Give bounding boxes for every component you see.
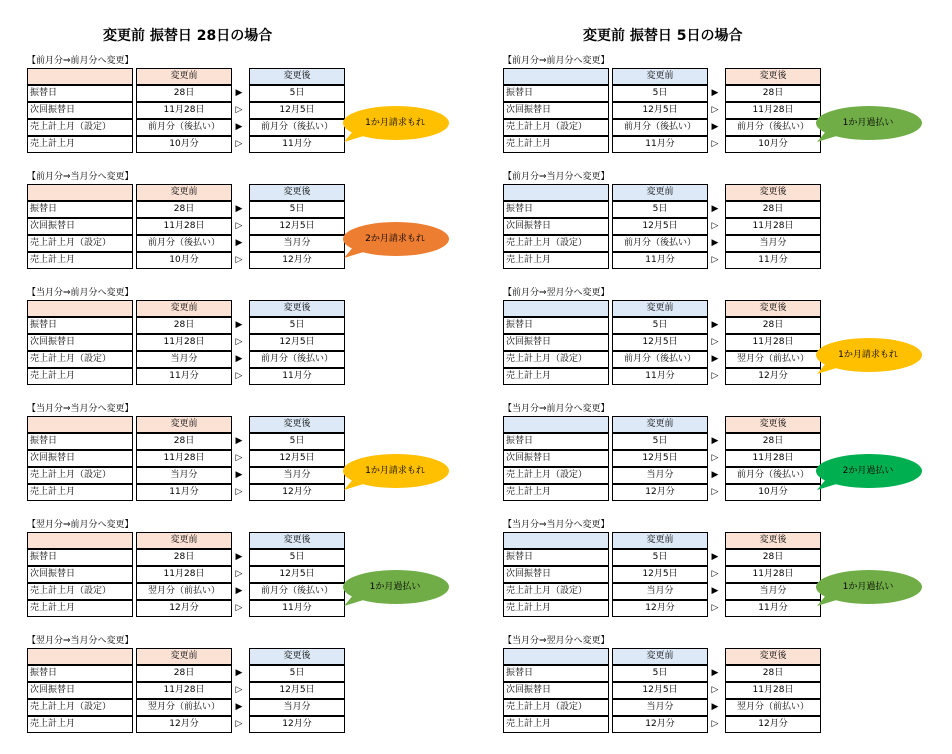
- row-label: 売上計上月: [27, 484, 133, 501]
- value-before: 当月分: [612, 699, 708, 716]
- comparison-block: [27, 633, 347, 729]
- value-after: 11月分: [249, 136, 345, 153]
- header-before: 変更前: [136, 648, 232, 665]
- value-after: 12月5日: [249, 682, 345, 699]
- header-before: 変更前: [612, 416, 708, 433]
- arrow-icon: ▷: [235, 569, 243, 579]
- arrow-icon: ▷: [711, 371, 719, 381]
- value-before: 12月分: [136, 600, 232, 617]
- value-after: 11月28日: [725, 102, 821, 119]
- arrow-icon: ▶: [711, 436, 719, 446]
- callout-text: 2か月過払い: [842, 466, 894, 476]
- value-before: 5日: [612, 201, 708, 218]
- row-label: 振替日: [27, 201, 133, 218]
- value-before: 11月分: [136, 368, 232, 385]
- arrow-icon: ▷: [235, 255, 243, 265]
- value-before: 28日: [136, 549, 232, 566]
- header-label-cell: [503, 300, 609, 317]
- arrow-icon: ▷: [711, 719, 719, 729]
- arrow-icon: ▷: [235, 685, 243, 695]
- header-before: 変更前: [612, 532, 708, 549]
- row-label: 売上計上月（設定）: [27, 351, 133, 368]
- row-label: 次回振替日: [503, 682, 609, 699]
- value-before: 11月28日: [136, 218, 232, 235]
- header-before: 変更前: [136, 416, 232, 433]
- row-label: 売上計上月（設定）: [27, 467, 133, 484]
- arrow-icon: ▶: [235, 122, 243, 132]
- value-before: 5日: [612, 85, 708, 102]
- arrow-icon: ▶: [235, 586, 243, 596]
- comparison-block: [27, 401, 425, 497]
- arrow-icon: ▶: [235, 552, 243, 562]
- header-label-cell: [503, 184, 609, 201]
- row-label: 振替日: [27, 433, 133, 450]
- header-after: 変更後: [725, 184, 821, 201]
- row-label: 売上計上月: [503, 716, 609, 733]
- value-before: 12月5日: [612, 566, 708, 583]
- arrow-icon: ▶: [711, 552, 719, 562]
- row-label: 売上計上月: [503, 136, 609, 153]
- value-before: 5日: [612, 433, 708, 450]
- header-label-cell: [27, 68, 133, 85]
- value-before: 11月28日: [136, 682, 232, 699]
- row-label: 振替日: [27, 85, 133, 102]
- header-after: 変更後: [725, 648, 821, 665]
- callout-text: 1か月過払い: [842, 582, 894, 592]
- callout-bubble: [340, 222, 450, 260]
- value-after: 5日: [249, 433, 345, 450]
- arrow-icon: ▷: [711, 453, 719, 463]
- value-after: 11月分: [249, 368, 345, 385]
- value-after: 28日: [725, 85, 821, 102]
- comparison-block: [27, 169, 425, 265]
- header-before: 変更前: [136, 184, 232, 201]
- value-after: 当月分: [249, 467, 345, 484]
- row-label: 売上計上月: [27, 716, 133, 733]
- row-label: 売上計上月（設定）: [27, 235, 133, 252]
- value-after: 5日: [249, 665, 345, 682]
- block-caption: 【当月分⇒前月分へ変更】: [27, 288, 134, 298]
- row-label: 次回振替日: [503, 566, 609, 583]
- header-label-cell: [503, 416, 609, 433]
- value-after: 当月分: [725, 235, 821, 252]
- arrow-icon: ▶: [711, 122, 719, 132]
- arrow-icon: ▶: [235, 88, 243, 98]
- value-before: 11月分: [612, 252, 708, 269]
- row-label: 次回振替日: [503, 334, 609, 351]
- header-after: 変更後: [249, 416, 345, 433]
- arrow-icon: ▷: [235, 105, 243, 115]
- row-label: 売上計上月（設定）: [503, 583, 609, 600]
- value-after: 5日: [249, 85, 345, 102]
- header-after: 変更後: [249, 184, 345, 201]
- arrow-icon: ▶: [235, 702, 243, 712]
- header-label-cell: [503, 532, 609, 549]
- block-caption: 【前月分⇒前月分へ変更】: [503, 56, 610, 66]
- value-after: 28日: [725, 317, 821, 334]
- value-before: 11月28日: [136, 566, 232, 583]
- arrow-icon: ▶: [711, 354, 719, 364]
- title-left: 変更前 振替日 28日の場合: [103, 28, 273, 44]
- arrow-icon: ▷: [235, 221, 243, 231]
- header-after: 変更後: [725, 416, 821, 433]
- row-label: 売上計上月（設定）: [503, 699, 609, 716]
- value-before: 28日: [136, 317, 232, 334]
- arrow-icon: ▶: [235, 668, 243, 678]
- value-before: 28日: [136, 665, 232, 682]
- comparison-block: [27, 285, 347, 381]
- row-label: 次回振替日: [27, 334, 133, 351]
- value-after: 11月28日: [725, 682, 821, 699]
- value-after: 5日: [249, 549, 345, 566]
- arrow-icon: ▶: [235, 470, 243, 480]
- arrow-icon: ▶: [235, 238, 243, 248]
- value-before: 前月分（後払い）: [612, 235, 708, 252]
- header-before: 変更前: [612, 300, 708, 317]
- arrow-icon: ▶: [711, 586, 719, 596]
- row-label: 売上計上月（設定）: [503, 467, 609, 484]
- value-after: 11月分: [725, 252, 821, 269]
- header-label-cell: [503, 68, 609, 85]
- row-label: 振替日: [503, 433, 609, 450]
- row-label: 振替日: [27, 665, 133, 682]
- value-before: 11月28日: [136, 102, 232, 119]
- value-after: 11月分: [249, 600, 345, 617]
- header-before: 変更前: [612, 184, 708, 201]
- title-right: 変更前 振替日 5日の場合: [583, 28, 743, 44]
- value-after: 28日: [725, 549, 821, 566]
- arrow-icon: ▷: [235, 603, 243, 613]
- comparison-block: [503, 517, 894, 613]
- header-label-cell: [27, 300, 133, 317]
- value-before: 前月分（後払い）: [612, 351, 708, 368]
- value-after: 12月分: [249, 484, 345, 501]
- arrow-icon: ▶: [235, 204, 243, 214]
- value-after: 11月28日: [725, 334, 821, 351]
- value-before: 12月5日: [612, 334, 708, 351]
- arrow-icon: ▶: [711, 88, 719, 98]
- value-after: 12月5日: [249, 566, 345, 583]
- comparison-block: [503, 53, 894, 149]
- header-after: 変更後: [249, 300, 345, 317]
- value-before: 28日: [136, 433, 232, 450]
- value-after: 11月28日: [725, 566, 821, 583]
- value-before: 当月分: [136, 351, 232, 368]
- value-before: 28日: [136, 85, 232, 102]
- row-label: 売上計上月: [503, 252, 609, 269]
- header-label-cell: [27, 184, 133, 201]
- value-after: 前月分（後払い）: [725, 467, 821, 484]
- value-before: 当月分: [612, 583, 708, 600]
- value-before: 11月分: [612, 368, 708, 385]
- value-before: 28日: [136, 201, 232, 218]
- callout-bubble: [813, 106, 923, 144]
- arrow-icon: ▶: [711, 238, 719, 248]
- value-before: 当月分: [612, 467, 708, 484]
- row-label: 売上計上月（設定）: [503, 235, 609, 252]
- header-after: 変更後: [249, 532, 345, 549]
- arrow-icon: ▶: [711, 320, 719, 330]
- header-before: 変更前: [136, 300, 232, 317]
- value-before: 翌月分（前払い）: [136, 583, 232, 600]
- value-before: 11月分: [612, 136, 708, 153]
- header-before: 変更前: [136, 68, 232, 85]
- value-after: 当月分: [725, 583, 821, 600]
- value-after: 前月分（後払い）: [249, 119, 345, 136]
- block-caption: 【前月分⇒当月分へ変更】: [27, 172, 134, 182]
- row-label: 次回振替日: [503, 102, 609, 119]
- callout-text: 1か月過払い: [842, 118, 894, 128]
- comparison-block: [27, 517, 421, 613]
- value-before: 12月5日: [612, 682, 708, 699]
- arrow-icon: ▶: [235, 354, 243, 364]
- row-label: 売上計上月（設定）: [27, 699, 133, 716]
- arrow-icon: ▷: [235, 453, 243, 463]
- row-label: 売上計上月: [27, 136, 133, 153]
- callout-text: 1か月請求もれ: [365, 466, 425, 476]
- arrow-icon: ▶: [235, 320, 243, 330]
- value-after: 前月分（後払い）: [725, 119, 821, 136]
- arrow-icon: ▷: [235, 719, 243, 729]
- value-after: 28日: [725, 201, 821, 218]
- block-caption: 【当月分⇒翌月分へ変更】: [503, 636, 610, 646]
- row-label: 売上計上月: [503, 484, 609, 501]
- value-after: 前月分（後払い）: [249, 583, 345, 600]
- value-before: 5日: [612, 549, 708, 566]
- value-before: 12月分: [612, 600, 708, 617]
- value-after: 12月分: [725, 716, 821, 733]
- block-caption: 【当月分⇒当月分へ変更】: [503, 520, 610, 530]
- block-caption: 【前月分⇒当月分へ変更】: [503, 172, 610, 182]
- value-before: 10月分: [136, 252, 232, 269]
- arrow-icon: ▷: [711, 685, 719, 695]
- comparison-block: [503, 285, 898, 381]
- row-label: 次回振替日: [27, 102, 133, 119]
- row-label: 振替日: [27, 317, 133, 334]
- value-after: 前月分（後払い）: [249, 351, 345, 368]
- value-before: 5日: [612, 665, 708, 682]
- callout-text: 1か月請求もれ: [838, 350, 898, 360]
- row-label: 次回振替日: [27, 450, 133, 467]
- arrow-icon: ▷: [711, 603, 719, 613]
- value-before: 12月分: [136, 716, 232, 733]
- arrow-icon: ▶: [235, 436, 243, 446]
- arrow-icon: ▶: [711, 470, 719, 480]
- header-after: 変更後: [249, 68, 345, 85]
- arrow-icon: ▷: [235, 139, 243, 149]
- block-caption: 【前月分⇒翌月分へ変更】: [503, 288, 610, 298]
- row-label: 売上計上月: [503, 368, 609, 385]
- value-after: 当月分: [249, 235, 345, 252]
- row-label: 次回振替日: [27, 218, 133, 235]
- callout-bubble: [813, 570, 923, 608]
- value-before: 10月分: [136, 136, 232, 153]
- block-caption: 【翌月分⇒前月分へ変更】: [27, 520, 134, 530]
- value-after: 12月5日: [249, 102, 345, 119]
- value-after: 12月5日: [249, 334, 345, 351]
- value-before: 当月分: [136, 467, 232, 484]
- row-label: 売上計上月: [27, 600, 133, 617]
- row-label: 振替日: [503, 85, 609, 102]
- value-after: 11月分: [725, 600, 821, 617]
- arrow-icon: ▷: [711, 221, 719, 231]
- value-after: 12月分: [249, 252, 345, 269]
- value-before: 前月分（後払い）: [136, 119, 232, 136]
- header-label-cell: [27, 416, 133, 433]
- header-label-cell: [503, 648, 609, 665]
- row-label: 売上計上月（設定）: [503, 119, 609, 136]
- header-before: 変更前: [136, 532, 232, 549]
- row-label: 振替日: [503, 549, 609, 566]
- arrow-icon: ▷: [235, 371, 243, 381]
- value-before: 前月分（後払い）: [612, 119, 708, 136]
- callout-bubble: [813, 454, 923, 492]
- row-label: 振替日: [503, 317, 609, 334]
- comparison-block: [27, 53, 425, 149]
- callout-bubble: [340, 454, 450, 492]
- header-after: 変更後: [725, 300, 821, 317]
- value-before: 12月分: [612, 716, 708, 733]
- block-caption: 【当月分⇒当月分へ変更】: [27, 404, 134, 414]
- value-after: 10月分: [725, 136, 821, 153]
- header-after: 変更後: [249, 648, 345, 665]
- row-label: 振替日: [503, 201, 609, 218]
- callout-bubble: [813, 338, 923, 376]
- header-before: 変更前: [612, 648, 708, 665]
- row-label: 振替日: [503, 665, 609, 682]
- value-after: 12月5日: [249, 450, 345, 467]
- comparison-block: [503, 401, 894, 497]
- callout-text: 1か月請求もれ: [365, 118, 425, 128]
- comparison-block: [503, 633, 823, 729]
- arrow-icon: ▷: [235, 337, 243, 347]
- arrow-icon: ▷: [235, 487, 243, 497]
- arrow-icon: ▷: [711, 569, 719, 579]
- arrow-icon: ▷: [711, 487, 719, 497]
- value-after: 5日: [249, 317, 345, 334]
- header-before: 変更前: [612, 68, 708, 85]
- value-before: 12月5日: [612, 218, 708, 235]
- arrow-icon: ▶: [711, 204, 719, 214]
- callout-bubble: [340, 570, 450, 608]
- value-after: 28日: [725, 665, 821, 682]
- header-label-cell: [27, 648, 133, 665]
- value-after: 12月5日: [249, 218, 345, 235]
- value-before: 12月5日: [612, 450, 708, 467]
- row-label: 次回振替日: [27, 682, 133, 699]
- row-label: 次回振替日: [27, 566, 133, 583]
- callout-text: 2か月請求もれ: [365, 234, 425, 244]
- row-label: 売上計上月（設定）: [27, 119, 133, 136]
- arrow-icon: ▷: [711, 139, 719, 149]
- arrow-icon: ▷: [711, 337, 719, 347]
- block-caption: 【翌月分⇒当月分へ変更】: [27, 636, 134, 646]
- arrow-icon: ▶: [711, 702, 719, 712]
- arrow-icon: ▷: [711, 255, 719, 265]
- row-label: 振替日: [27, 549, 133, 566]
- arrow-icon: ▷: [711, 105, 719, 115]
- row-label: 売上計上月（設定）: [27, 583, 133, 600]
- value-after: 11月28日: [725, 218, 821, 235]
- row-label: 次回振替日: [503, 218, 609, 235]
- header-label-cell: [27, 532, 133, 549]
- row-label: 売上計上月: [27, 368, 133, 385]
- comparison-block: [503, 169, 823, 265]
- header-after: 変更後: [725, 532, 821, 549]
- block-caption: 【前月分⇒前月分へ変更】: [27, 56, 134, 66]
- value-before: 前月分（後払い）: [136, 235, 232, 252]
- callout-text: 1か月過払い: [369, 582, 421, 592]
- value-after: 10月分: [725, 484, 821, 501]
- value-after: 5日: [249, 201, 345, 218]
- value-after: 当月分: [249, 699, 345, 716]
- value-before: 5日: [612, 317, 708, 334]
- value-after: 12月分: [725, 368, 821, 385]
- value-after: 28日: [725, 433, 821, 450]
- arrow-icon: ▶: [711, 668, 719, 678]
- row-label: 売上計上月: [503, 600, 609, 617]
- value-after: 12月分: [249, 716, 345, 733]
- value-before: 翌月分（前払い）: [136, 699, 232, 716]
- row-label: 売上計上月: [27, 252, 133, 269]
- value-before: 11月分: [136, 484, 232, 501]
- value-after: 翌月分（前払い）: [725, 699, 821, 716]
- header-after: 変更後: [725, 68, 821, 85]
- value-before: 12月分: [612, 484, 708, 501]
- callout-bubble: [340, 106, 450, 144]
- row-label: 売上計上月（設定）: [503, 351, 609, 368]
- value-before: 11月28日: [136, 334, 232, 351]
- value-after: 翌月分（前払い）: [725, 351, 821, 368]
- row-label: 次回振替日: [503, 450, 609, 467]
- value-before: 12月5日: [612, 102, 708, 119]
- value-before: 11月28日: [136, 450, 232, 467]
- value-after: 11月28日: [725, 450, 821, 467]
- block-caption: 【当月分⇒前月分へ変更】: [503, 404, 610, 414]
